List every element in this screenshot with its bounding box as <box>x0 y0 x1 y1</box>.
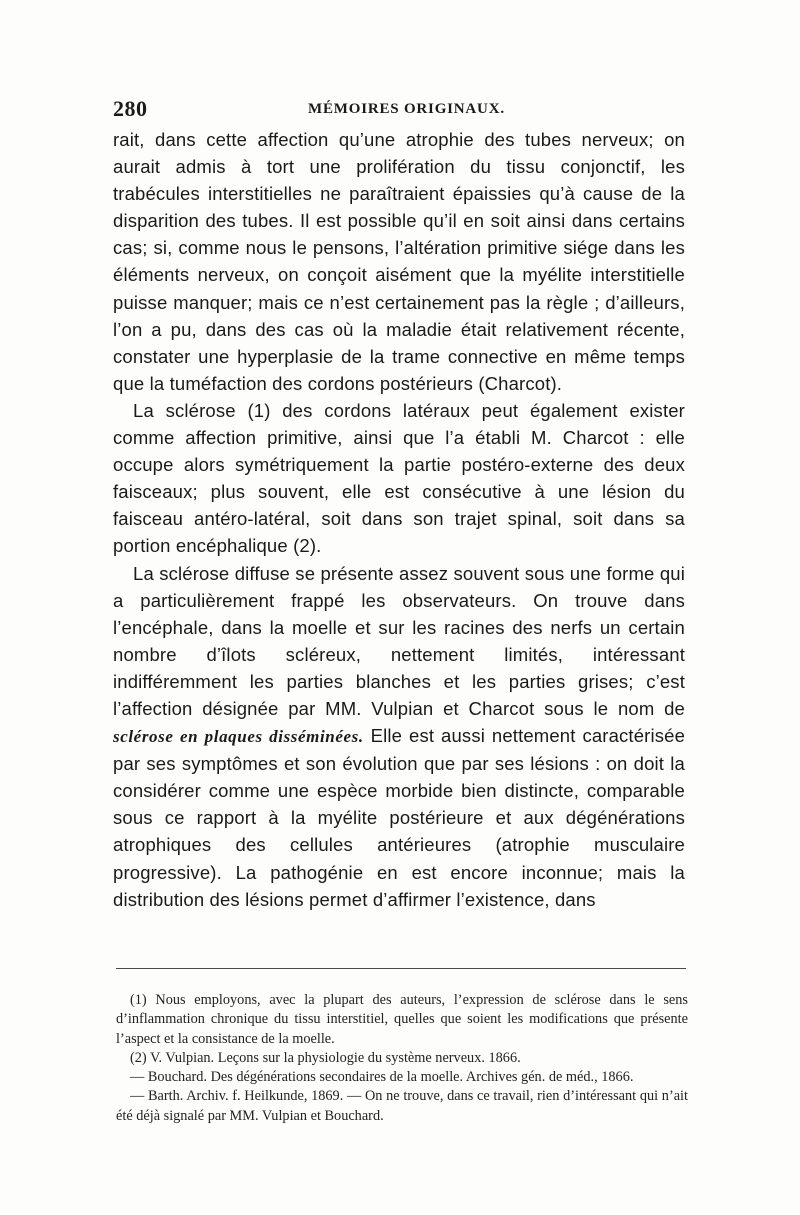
footnote-1: (1) Nous employons, avec la plupart des auteurs, l’expression de sclérose dans le sens d’inflammation chronique du tissu interstitiel, quelles que soient les modifications que présente l’aspect et la consistance de la moelle. <box>116 992 688 1047</box>
italic-term: sclérose en plaques disséminées. <box>113 727 364 747</box>
paragraph-3-text-end: Elle est aussi nettement caractérisée par ses symptômes et son évolution que par ses lésions : on doit la considérer comme une espèce morbide bien distincte, comparable sous ce rapport à la myélite postérieure et aux dégénérations atrophiques des cellules antérieures (atrophie musculaire progressive). La pathogénie en est encore inconnue; mais la distribution des lésions permet d’affirmer l’existence, dans <box>113 725 686 910</box>
footnotes <box>116 991 688 1126</box>
body-text <box>113 126 685 913</box>
paragraph-2: La sclérose (1) des cordons latéraux peut également exister comme affection primitive, ainsi que l’a établi M. Charcot : elle occupe alors symétriquement la partie postéro-externe des deux faisceaux; plus souvent, elle est consécutive à une lésion du faisceau antéro-latéral, soit dans son trajet spinal, soit dans sa portion encéphalique (2). <box>113 399 685 557</box>
paragraph-1: rait, dans cette affection qu’une atrophie des tubes nerveux; on aurait admis à tort une prolifération du tissu conjonctif, les trabécules interstitielles ne paraîtraient épaissies qu’à cause de la disparition des tubes. Il est possible qu’il en soit ainsi dans certains cas; si, comme nous le pensons, l’altération primitive siége dans les éléments nerveux, on conçoit aisément que la myélite interstitielle puisse manquer; mais ce n’est certainement pas la règle ; d’ailleurs, l’on a pu, dans des cas où la maladie était relativement récente, constater une hyperplasie de la trame connective en même temps que la tuméfaction des cordons postérieurs (Charcot). <box>113 129 685 394</box>
footnote-2-reference-bouchard: — Bouchard. Des dégénérations secondaires de la moelle. Archives gén. de méd., 1866. <box>130 1069 634 1086</box>
footnote-divider <box>116 968 686 969</box>
footnote-2-reference-barth: — Barth. Archiv. f. Heilkunde, 1869. — On ne trouve, dans ce travail, rien d’intéressant qui n’ait été déjà signalé par MM. Vulpian et Bouchard. <box>116 1088 688 1124</box>
footnote-2: (2) V. Vulpian. Leçons sur la physiologie du système nerveux. 1866. <box>130 1049 521 1066</box>
paragraph-3-text-start: La sclérose diffuse se présente assez souvent sous une forme qui a particulièrement frappé les observateurs. On trouve dans l’encéphale, dans la moelle et sur les racines des nerfs un certain nombre d’îlots scléreux, nettement limités, intéressant indifféremment les parties blanches et les parties grises; c’est l’affection désignée par MM. Vulpian et Charcot sous le nom de <box>113 562 685 719</box>
page-number: 280 <box>113 96 148 121</box>
paragraph-3 <box>113 560 685 913</box>
running-head <box>113 96 693 126</box>
running-title: MÉMOIRES ORIGINAUX. <box>308 101 505 117</box>
